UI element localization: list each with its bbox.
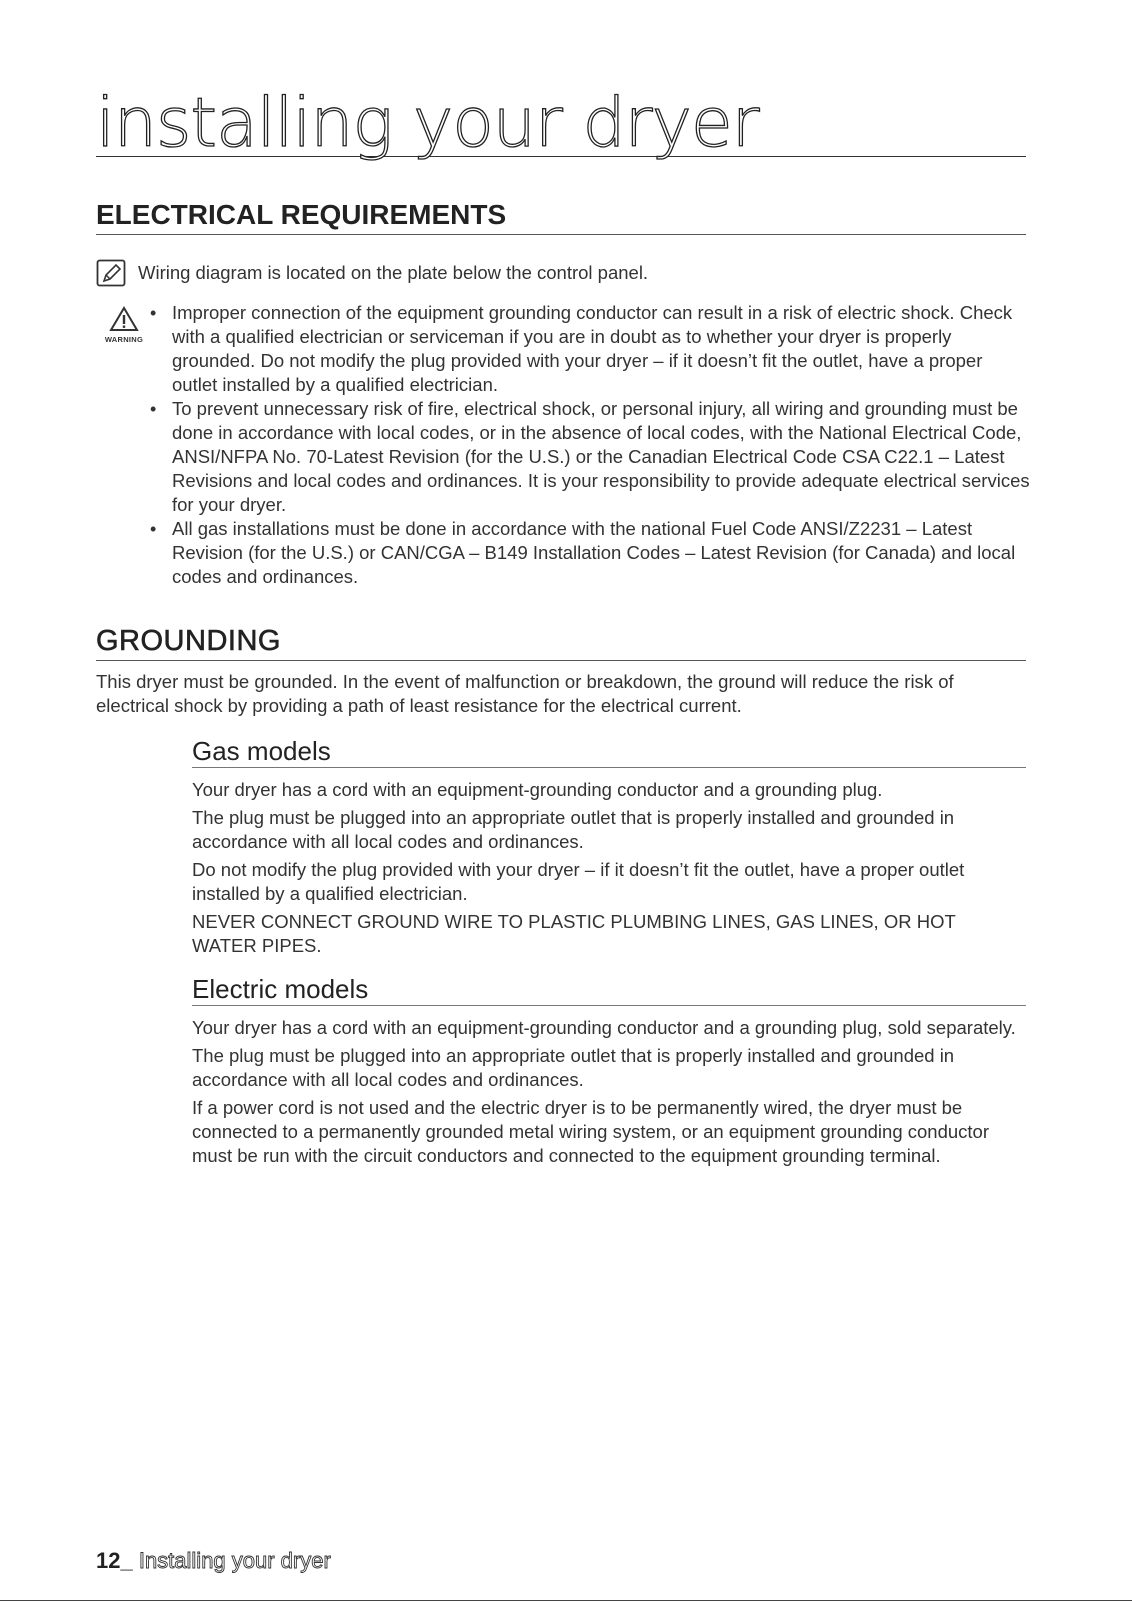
bullet-text: All gas installations must be done in accordance with the national Fuel Code ANSI/Z2231 – Latest Revision (for the U.S.) or CAN/CGA – B149 Installation Codes – Latest Revision (for Canada) and local codes and ordinances. [172,518,1016,587]
paragraph: Your dryer has a cord with an equipment-grounding conductor and a grounding plug. [192,779,883,800]
note-text: Wiring diagram is located on the plate below the control panel. [138,262,649,283]
page-footer [96,1548,331,1574]
gas-models-body [192,778,1022,962]
page-title: installing your dryer [96,84,1026,157]
electric-models-heading: Electric models [192,973,1026,1006]
bottom-rule [0,1600,1132,1601]
warning-icon [98,306,150,344]
page-number: 12_ [96,1548,133,1573]
note-row [96,259,1036,287]
electrical-requirements-heading: ELECTRICAL REQUIREMENTS [96,198,1026,235]
list-item [150,517,1030,589]
bullet-text: Improper connection of the equipment grounding conductor can result in a risk of electric shock. Check with a qualified electrician or serviceman if you are in doubt as to whether your dryer is properly grounded. Do not modify the plug provided with your dryer – if it doesn’t fit the outlet, have a proper outlet installed by a qualified electrician. [172,302,1013,395]
bullet-text: To prevent unnecessary risk of fire, electrical shock, or personal injury, all wiring and grounding must be done in accordance with local codes, or in the absence of local codes, with the National Electrical Code, ANSI/NFPA No. 70-Latest Revision (for the U.S.) or the Canadian Electrical Code CSA C22.1 – Latest Revisions and local codes and ordinances. It is your responsibility to provide adequate electrical services for your dryer. [172,398,1030,515]
bullet-icon: • [150,303,157,323]
list-item [150,397,1030,517]
gas-models-heading: Gas models [192,735,1026,768]
paragraph: The plug must be plugged into an appropriate outlet that is properly installed and grounded in accordance with all local codes and ordinances. [192,807,955,852]
paragraph: Your dryer has a cord with an equipment-grounding conductor and a grounding plug, sold separately. [192,1017,1016,1038]
grounding-heading: GROUNDING [96,624,1026,661]
list-item [150,301,1030,397]
paragraph: NEVER CONNECT GROUND WIRE TO PLASTIC PLUMBING LINES, GAS LINES, OR HOT WATER PIPES. [192,911,956,956]
footer-section-title: Installing your dryer [132,1548,331,1573]
bullet-icon: • [150,519,157,539]
note-icon [96,259,126,287]
grounding-intro: This dryer must be grounded. In the event of malfunction or breakdown, the ground will reduce the risk of electrical shock by providing a path of least resistance for the electrical current. [96,671,954,716]
warning-label: WARNING [104,335,144,344]
paragraph: If a power cord is not used and the electric dryer is to be permanently wired, the dryer must be connected to a permanently grounded metal wiring system, or an equipment grounding conductor must be run with the circuit conductors and connected to the equipment grounding terminal. [192,1097,989,1166]
paragraph: Do not modify the plug provided with your dryer – if it doesn’t fit the outlet, have a proper outlet installed by a qualified electrician. [192,859,965,904]
bullet-icon: • [150,399,157,419]
electric-models-body [192,1016,1022,1172]
electrical-warning-list [150,301,1030,589]
paragraph: The plug must be plugged into an appropriate outlet that is properly installed and grounded in accordance with all local codes and ordinances. [192,1045,955,1090]
